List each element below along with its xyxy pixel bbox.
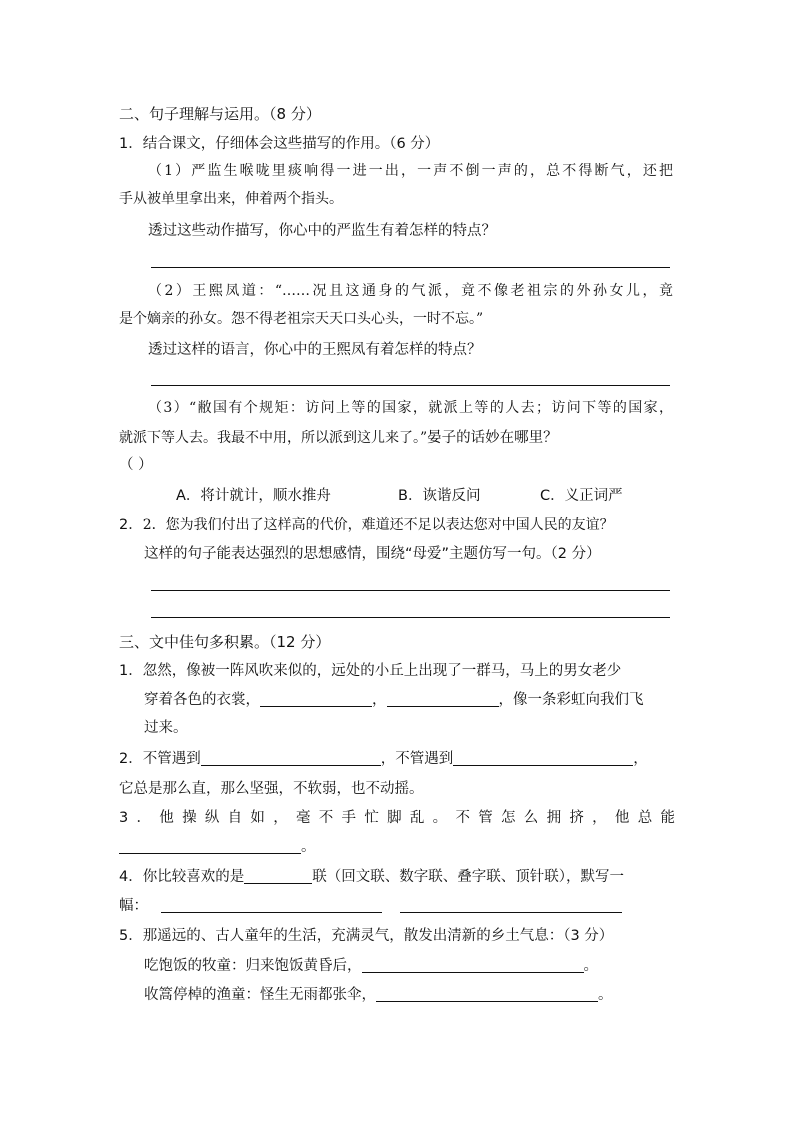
s3-q5-line1: 5．那遥远的、古人童年的生活，充满灵气，散发出清新的乡土气息：（3 分） (119, 928, 614, 944)
q2-line2: 这样的句子能表达强烈的思想感情，围绕“母爱”主题仿写一句。（2 分） (144, 546, 601, 562)
s3-q2-text-b: ，不管遇到 (380, 751, 454, 767)
s3-q1-text-a: 穿着各色的衣裳， (144, 692, 260, 708)
q1-item1-line1: （1）严监生喉咙里痰响得一进一出，一声不倒一声的，总不得断气，还把 (148, 163, 673, 179)
s3-q3-line2 (119, 837, 316, 857)
s3-q5-end-1: 。 (583, 958, 598, 974)
s3-q3-line1: 3．他操纵自如，毫不手忙脚乱。不管怎么拥挤，他总能 (119, 810, 675, 826)
s3-q4-text-b: 联（回文联、数字联、叠字联、顶针联），默写一 (312, 869, 624, 885)
s3-q1-line3: 过来。 (144, 720, 188, 736)
option-c[interactable]: C．义正词严 (540, 488, 623, 504)
s3-q4-blank-type[interactable] (244, 867, 312, 884)
s3-q1-text-b: ，像一条彩虹向我们飞 (498, 692, 644, 708)
s3-q5-text-a: 吃饱饭的牧童：归来饱饭黄昏后， (144, 958, 362, 974)
q1-item3-line2 (119, 428, 558, 448)
answer-line-2[interactable] (151, 385, 670, 386)
s3-q5-blank-1[interactable] (362, 956, 584, 973)
s3-q2-blank-1[interactable] (201, 749, 381, 766)
s3-q4-line1 (119, 867, 624, 887)
s3-q4-blank-1[interactable] (161, 912, 382, 913)
s3-q1-sep: ， (372, 692, 387, 708)
s3-q5-blank-2[interactable] (376, 985, 598, 1002)
s3-q1-blank-1[interactable] (260, 690, 372, 707)
q1-item2-question: 透过这样的语言，你心中的王熙凤有着怎样的特点？ (148, 342, 482, 358)
option-a[interactable]: A．将计就计，顺水推舟 (176, 488, 331, 504)
q1-item3-answer-paren[interactable]: （ ） (119, 457, 153, 473)
answer-line-3[interactable] (151, 590, 670, 591)
section3-title: 三、文中佳句多积累。（12 分） (119, 633, 331, 651)
q2-sentence: 2．您为我们付出了这样高的代价，难道还不足以表达您对中国人民的友谊？ (142, 517, 614, 533)
s3-q2-blank-2[interactable] (453, 749, 633, 766)
q1-item3-line2-question: 晏子的话妙在哪里？ (427, 430, 558, 446)
s3-q1-line2 (144, 690, 644, 710)
s3-q2-text-c: ， (633, 751, 648, 767)
s3-q2-line2: 它总是那么直，那么坚强，不软弱，也不动摇。 (119, 781, 424, 797)
q2-number: 2． (119, 517, 143, 533)
s3-q3-end: 。 (301, 839, 316, 855)
q1-item2-line2: 是个嫡亲的孙女。怨不得老祖宗天天口头心头，一时不忘。” (119, 311, 484, 327)
answer-line-4[interactable] (151, 617, 670, 618)
q1-item3-line2-quote: 就派下等人去。我最不中用，所以派到这儿来了。” (119, 430, 428, 446)
q1-item2-line1: （2）王熙凤道：“……况且这通身的气派，竟不像老祖宗的外孙女儿，竟 (148, 283, 673, 299)
s3-q5-line2 (144, 956, 598, 976)
s3-q4-blank-2[interactable] (400, 912, 622, 913)
q1-prompt: 1．结合课文，仔细体会这些描写的作用。（6 分） (119, 136, 440, 152)
q1-item1-question: 透过这些动作描写，你心中的严监生有着怎样的特点？ (148, 223, 496, 239)
q1-item3-line1: （3）“敝国有个规矩：访问上等的国家，就派上等的人去；访问下等的国家， (148, 400, 673, 416)
q2-line1 (119, 515, 614, 535)
s3-q5-line3 (144, 985, 613, 1005)
s3-q5-end-2: 。 (598, 987, 613, 1003)
s3-q5-text-b: 收篙停棹的渔童：怪生无雨都张伞， (144, 987, 376, 1003)
section2-title: 二、句子理解与运用。（8 分） (119, 105, 321, 123)
q1-item1-line2: 手从被单里拿出来，伸着两个指头。 (119, 191, 343, 207)
s3-q4-line2: 幅： (119, 898, 148, 914)
s3-q2-text-a: 2．不管遇到 (119, 751, 201, 767)
s3-q1-line1: 1．忽然，像被一阵风吹来似的，远处的小丘上出现了一群马，马上的男女老少 (119, 663, 622, 679)
s3-q4-text-a: 4．你比较喜欢的是 (119, 869, 245, 885)
s3-q3-blank[interactable] (119, 837, 301, 854)
option-b[interactable]: B．诙谐反问 (398, 488, 481, 504)
answer-line-1[interactable] (151, 267, 670, 268)
s3-q1-blank-2[interactable] (387, 690, 499, 707)
s3-q2-line1 (119, 749, 648, 769)
